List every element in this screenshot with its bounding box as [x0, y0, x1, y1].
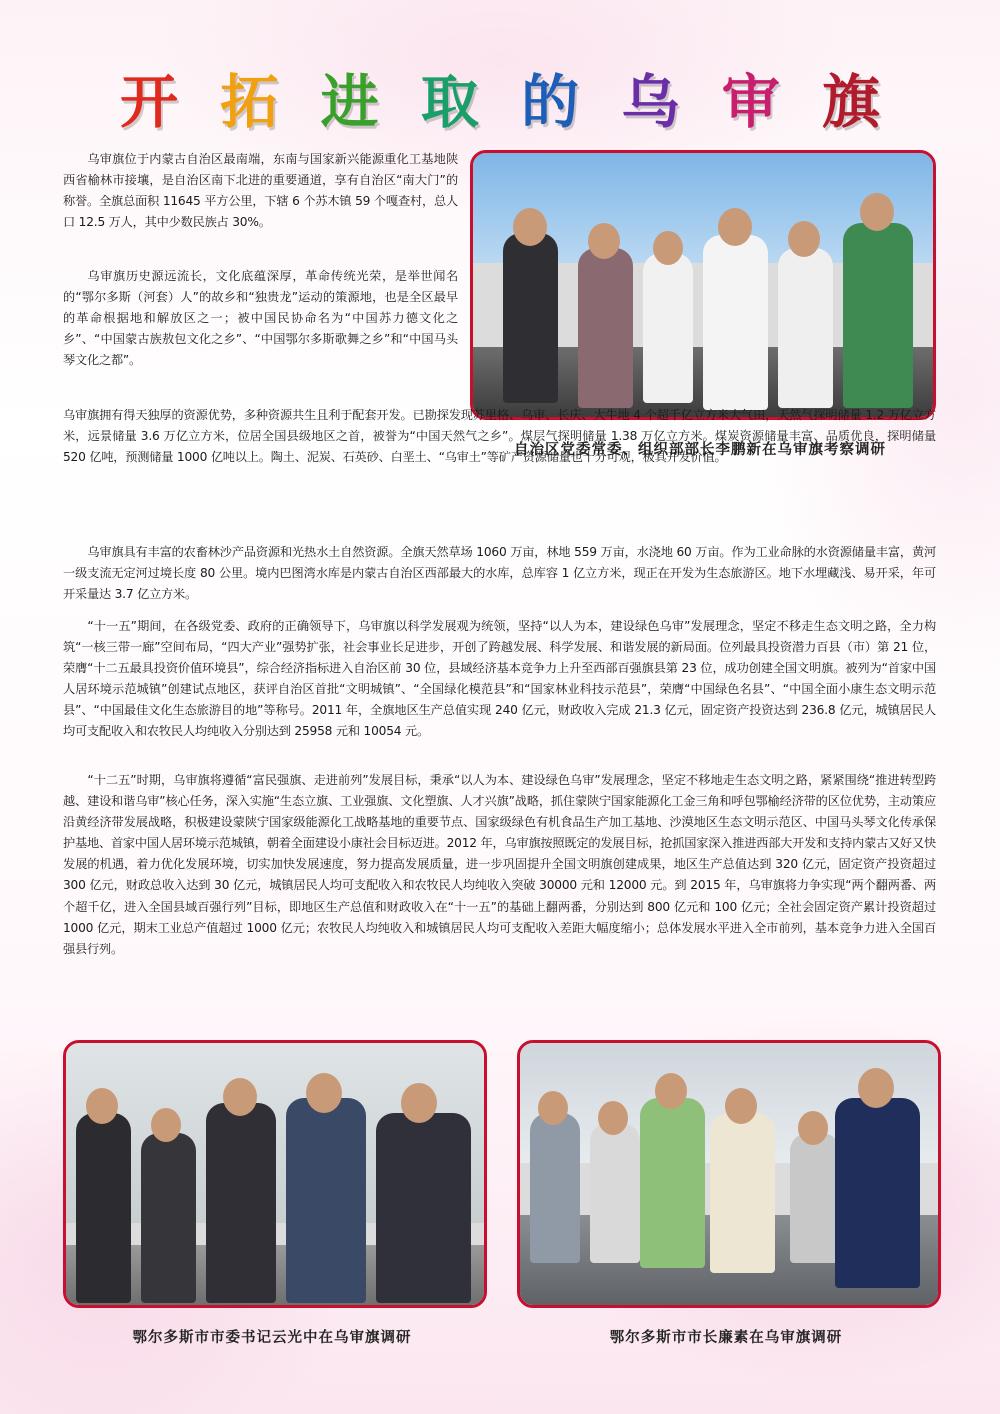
paragraph: 乌审旗历史源远流长，文化底蕴深厚，革命传统光荣，是举世闻名的“鄂尔多斯（河套）人”的故乡和“独贵龙”运动的策源地，也是全区最早的革命根据地和解放区之一；被中国民协命名为“中国苏力德文化之乡”、“中国蒙古族敖包文化之乡”、“中国鄂尔多斯歌舞之乡”和“中国马头琴文化之都”。 — [63, 269, 458, 368]
photo-inspection-bottom-right — [517, 1040, 941, 1308]
photo-caption: 自治区党委常委、组织部部长李鹏新在乌审旗考察调研 — [514, 441, 886, 458]
title-char: 旗 — [821, 68, 880, 136]
title-char: 乌 — [621, 68, 680, 136]
title-char: 审 — [721, 68, 780, 136]
title-char: 的 — [521, 68, 580, 136]
title-char: 开 — [120, 68, 179, 136]
paragraph: “十一五”期间，在各级党委、政府的正确领导下，乌审旗以科学发展观为统领，坚持“以人为本，建设绿色乌审”发展理念，坚定不移走生态文明之路，全力构筑“一核三带一廊”空间布局，“四大产业”强势扩张，社会事业长足进步，开创了跨越发展、科学发展、和谐发展的新局面。位列最具投资潜力百县（市）第 21 位，荣膺“十二五最具投资价值环境县”，综合经济指标进入自治区前 30 位，县域经济基本竞争力上升至西部百强旗县第 23 位，成功创建全国文明旗。被列为“首家中国人居环境示范城镇”创建试点地区，获评自治区首批“文明城镇”、“全国绿化模范县”和“国家林业科技示范县”，荣膺“中国绿色名县”、“中国全面小康生态文明示范县”、“中国最佳文化生态旅游目的地”等称号。2011 年，全旗地区生产总值实现 240 亿元，财政收入完成 21.3 亿元，固定资产投资达到 236.8 亿元，城镇居民人均可支配收入和农牧民人均纯收入分别达到 25958 元和 10054 元。 — [63, 619, 936, 739]
page-title — [120, 62, 880, 142]
title-char: 进 — [320, 68, 379, 136]
title-char: 取 — [420, 68, 479, 136]
paragraph: 乌审旗位于内蒙古自治区最南端，东南与国家新兴能源重化工基地陕西省榆林市接壤，是自治区南下北进的重要通道，享有自治区“南大门”的称誉。全旗总面积 11645 平方公里，下辖 6 个苏木镇 59 个嘎查村，总人口 12.5 万人，其中少数民族占 30%。 — [63, 152, 458, 230]
photo-inspection-top — [470, 150, 936, 420]
photo-inspection-bottom-left — [63, 1040, 487, 1308]
photo-caption: 鄂尔多斯市市委书记云光中在乌审旗调研 — [132, 1329, 412, 1346]
paragraph: “十二五”时期，乌审旗将遵循“富民强旗、走进前列”发展目标，秉承“以人为本、建设绿色乌审”发展理念，坚定不移地走生态文明之路，紧紧围绕“推进转型跨越、建设和谐乌审”核心任务，深入实施“生态立旗、工业强旗、文化塑旗、人才兴旗”战略，抓住蒙陕宁国家能源化工金三角和呼包鄂榆经济带的区位优势，主动策应沿黄经济带发展战略，积极建设蒙陕宁国家级能源化工战略基地的重要节点、国家级绿色有机食品生产加工基地、沙漠地区生态文明示范区、中国马头琴文化传承保护基地、首家中国人居环境示范城镇，朝着全面建设小康社会目标迈进。2012 年，乌审旗按照既定的发展目标，抢抓国家深入推进西部大开发和支持内蒙古又好又快发展的机遇，着力优化发展环境，切实加快发展速度，努力提高发展质量，进一步巩固提升全国文明旗创建成果，地区生产总值达到 320 亿元，固定资产投资超过 300 亿元，财政总收入达到 30 亿元，城镇居民人均可支配收入和农牧民人均纯收入突破 30000 元和 12000 元。到 2015 年，乌审旗将力争实现“两个翻两番、两个超千亿，进入全国县域百强行列”目标，即地区生产总值和财政收入在“十一五”的基础上翻两番，分别达到 800 亿元和 100 亿元；全社会固定资产累计投资超过 1000 亿元，期末工业总产值超过 1000 亿元；农牧民人均纯收入和城镇居民人均可支配收入差距大幅度缩小；总体发展水平进入全市前列，基本竞争力进入全国百强县行列。 — [63, 773, 937, 956]
paragraph: 乌审旗拥有得天独厚的资源优势，多种资源共生且利于配套开发。已勘探发现苏里格、乌审、长庆、大牛地 4 个超千亿立方米大气田，天然气探明储量 1.2 万亿立方米，远景储量 3.6 万亿立方米，位居全国县级地区之首，被誉为“中国天然气之乡”。煤层气探明储量 1.38 万亿立方米。煤炭资源储量丰富、品质优良，探明储量 520 亿吨，预测储量 1000 亿吨以上。陶土、泥炭、石英砂、白垩土、“乌审土”等矿产资源储量也十分可观，极具开发价值。 — [63, 408, 936, 465]
photo-caption: 鄂尔多斯市市长廉素在乌审旗调研 — [609, 1329, 843, 1346]
paragraph: 乌审旗具有丰富的农畜林沙产品资源和光热水土自然资源。全旗天然草场 1060 万亩，林地 559 万亩，水浇地 60 万亩。作为工业命脉的水资源储量丰富，黄河一级支流无定河过境长度 80 公里。境内巴图湾水库是内蒙古自治区西部最大的水库，总库容 1 亿立方米，现正在开发为生态旅游区。地下水埋藏浅、易开采，年可开采量达 3.7 亿立方米。 — [63, 545, 936, 602]
title-char: 拓 — [220, 68, 279, 136]
